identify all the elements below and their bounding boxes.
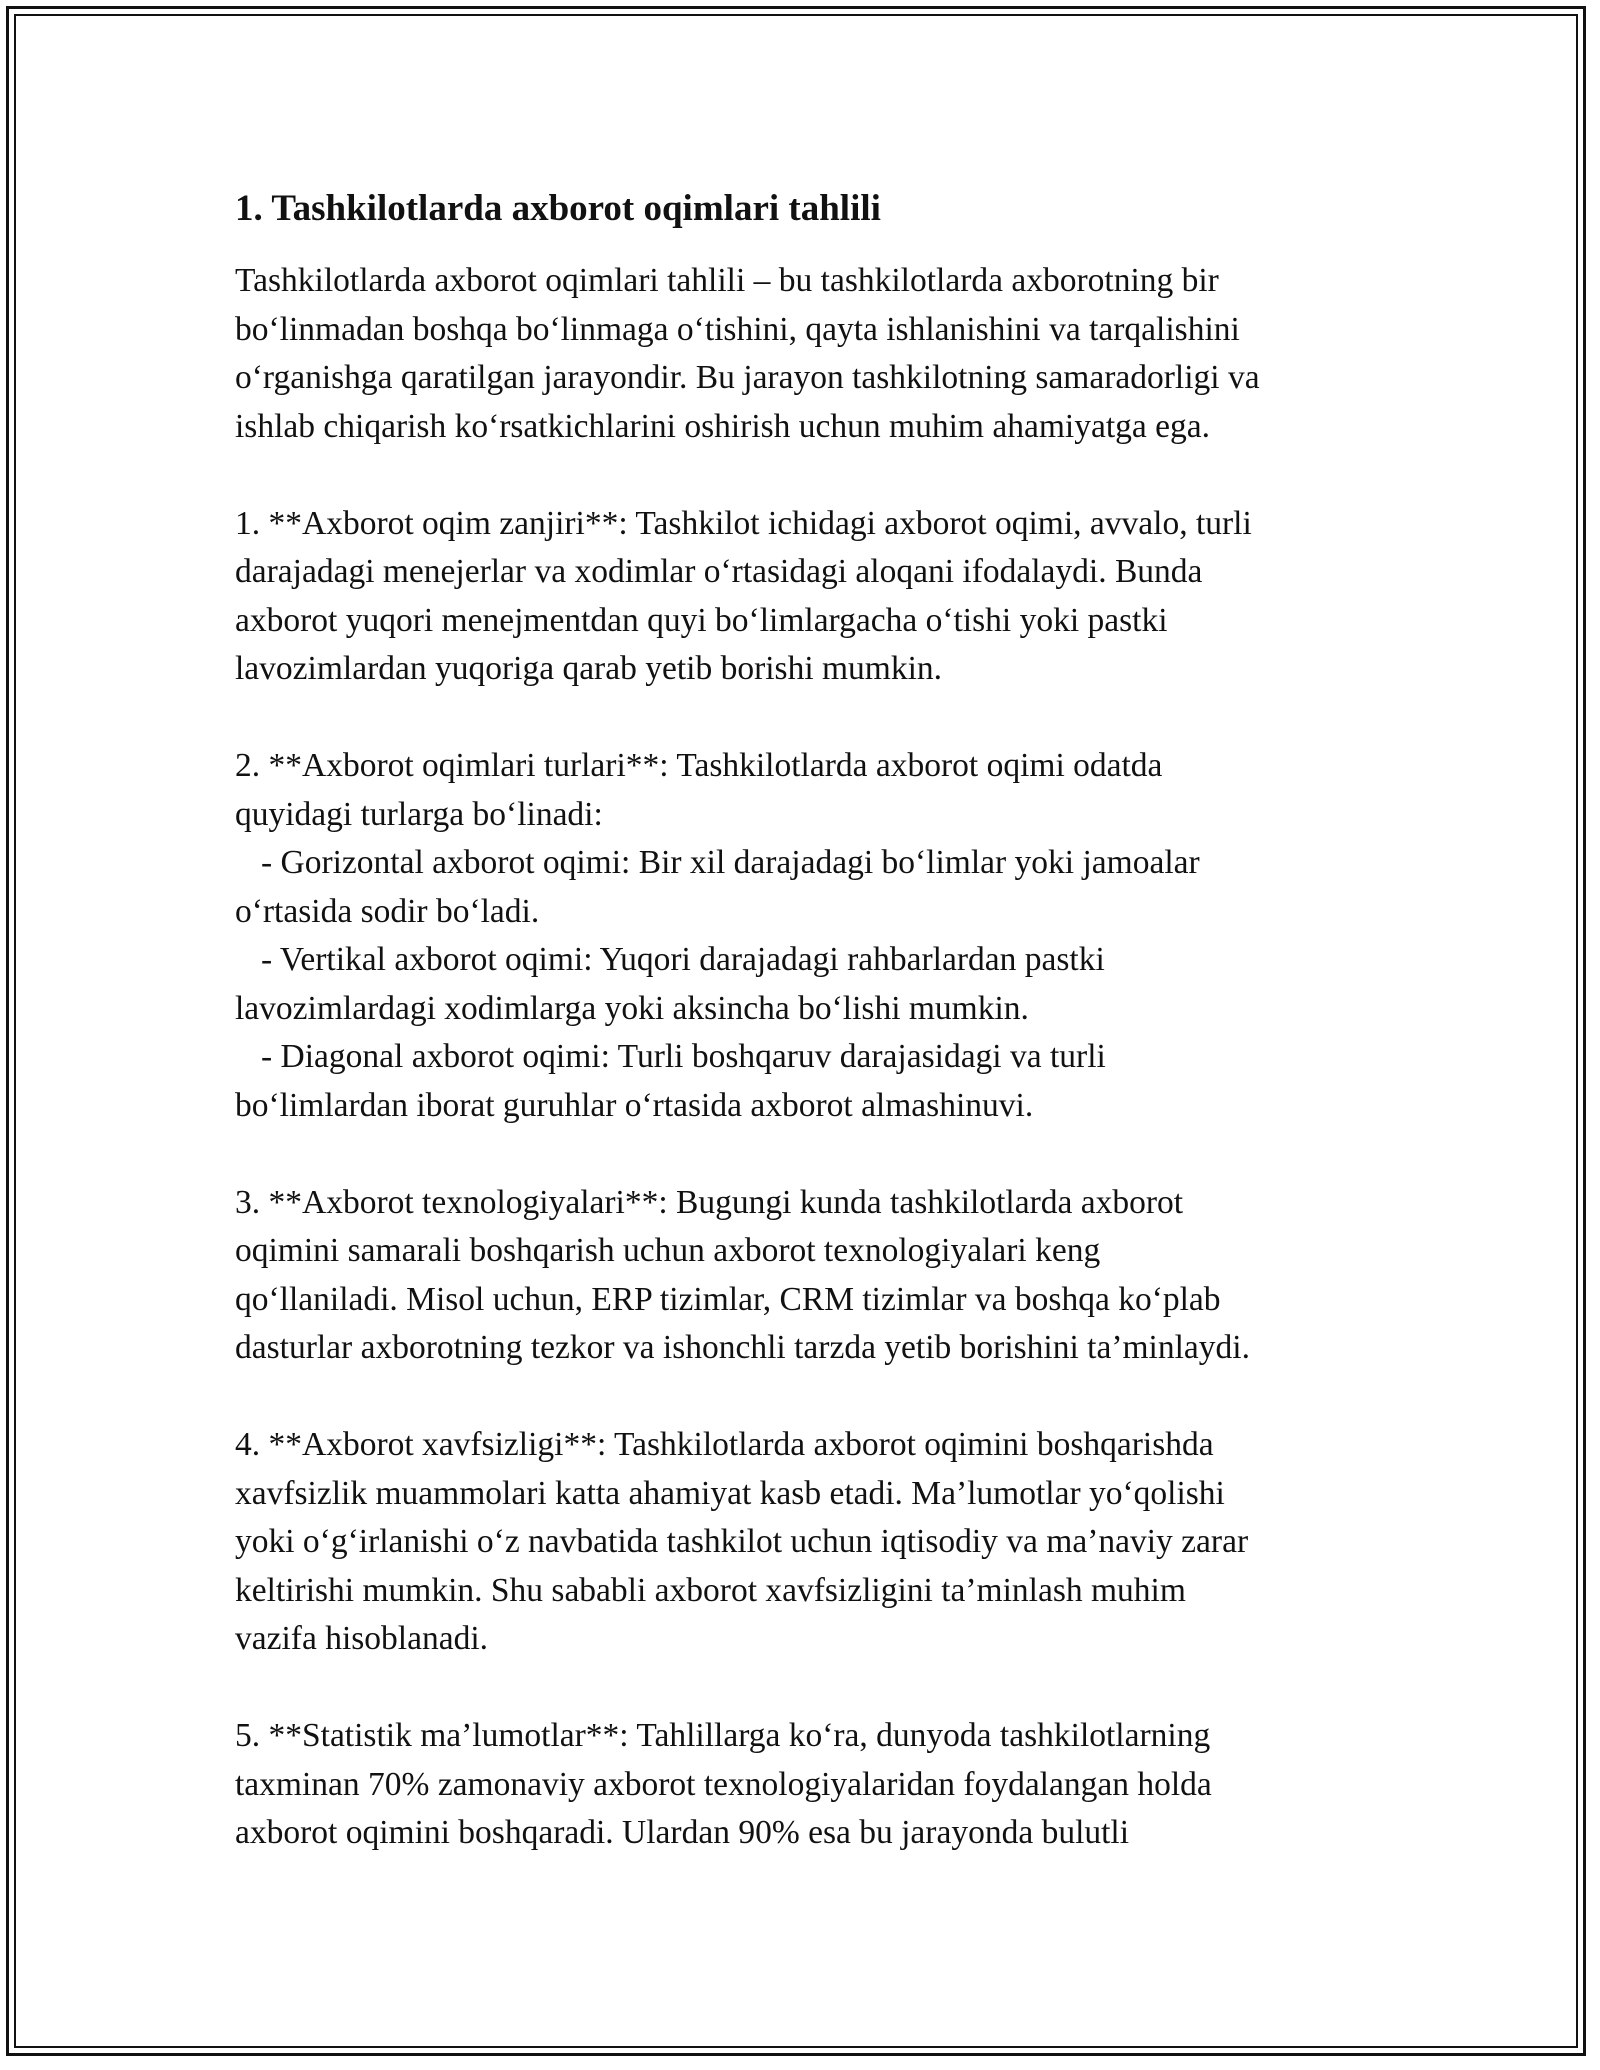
text-line: o‘rtasida sodir bo‘ladi. xyxy=(235,892,540,930)
text-line: 3. **Axborot texnologiyalari**: Bugungi kunda tashkilotlarda axborot xyxy=(235,1183,1184,1221)
text-line: 2. **Axborot oqimlari turlari**: Tashkilotlarda axborot oqimi odatda xyxy=(235,747,1163,784)
text-line: lavozimlardan yuqoriga qarab yetib borishi mumkin. xyxy=(235,650,943,687)
text-line: o‘rganishga qaratilgan jarayondir. Bu jarayon tashkilotning samaradorligi va xyxy=(235,359,1260,396)
text-line: taxminan 70% zamonaviy axborot texnologiyalaridan foydalangan holda xyxy=(235,1765,1212,1803)
text-line: vazifa hisoblanadi. xyxy=(235,1620,489,1657)
text-line: 5. **Statistik ma’lumotlar**: Tahlillarga ko‘ra, dunyoda tashkilotlarning xyxy=(235,1717,1211,1754)
bullet-line: - Diagonal axborot oqimi: Turli boshqaruv darajasidagi va turli xyxy=(261,1038,1106,1075)
section-paragraph-5 xyxy=(235,1712,1385,1858)
intro-paragraph xyxy=(235,257,1385,451)
text-line: ishlab chiqarish ko‘rsatkichlarini oshirish uchun muhim ahamiyatga ega. xyxy=(235,407,1210,445)
text-line: darajadagi menejerlar va xodimlar o‘rtasidagi aloqani ifodalaydi. Bunda xyxy=(235,553,1203,590)
section-paragraph-3 xyxy=(235,1179,1385,1373)
text-line: lavozimlardagi xodimlarga yoki aksincha bo‘lishi mumkin. xyxy=(235,989,1029,1027)
text-line: qo‘llaniladi. Misol uchun, ERP tizimlar, CRM tizimlar va boshqa ko‘plab xyxy=(235,1280,1221,1318)
text-line: Tashkilotlarda axborot oqimlari tahlili – bu tashkilotlarda axborotning bir xyxy=(235,262,1219,299)
document-heading: 1. Tashkilotlarda axborot oqimlari tahlili xyxy=(235,188,881,229)
text-line: axborot oqimini boshqaradi. Ulardan 90% esa bu jarayonda bulutli xyxy=(235,1814,1130,1851)
text-line: quyidagi turlarga bo‘linadi: xyxy=(235,795,603,833)
text-line: yoki o‘g‘irlanishi o‘z navbatida tashkilot uchun iqtisodiy va ma’naviy zarar xyxy=(235,1523,1249,1560)
section-paragraph-4 xyxy=(235,1421,1385,1664)
text-line: bo‘linmadan boshqa bo‘linmaga o‘tishini, qayta ishlanishini va tarqalishini xyxy=(235,310,1240,348)
text-line: keltirishi mumkin. Shu sababli axborot xavfsizligini ta’minlash muhim xyxy=(235,1571,1186,1609)
text-line: 1. **Axborot oqim zanjiri**: Tashkilot ichidagi axborot oqimi, avvalo, turli xyxy=(235,504,1252,542)
bullet-line: - Gorizontal axborot oqimi: Bir xil darajadagi bo‘limlar yoki jamoalar xyxy=(261,844,1200,881)
document-body xyxy=(235,185,1385,1906)
text-line: dasturlar axborotning tezkor va ishonchli tarzda yetib borishini ta’minlaydi. xyxy=(235,1329,1250,1366)
text-line: xavfsizlik muammolari katta ahamiyat kasb etadi. Ma’lumotlar yo‘qolishi xyxy=(235,1474,1225,1512)
text-line: bo‘limlardan iborat guruhlar o‘rtasida axborot almashinuvi. xyxy=(235,1086,1034,1124)
section-paragraph-2 xyxy=(235,742,1385,1130)
text-line: oqimini samarali boshqarish uchun axborot texnologiyalari keng xyxy=(235,1232,1101,1269)
text-line: 4. **Axborot xavfsizligi**: Tashkilotlarda axborot oqimini boshqarishda xyxy=(235,1426,1214,1463)
section-paragraph-1 xyxy=(235,500,1385,694)
text-line: axborot yuqori menejmentdan quyi bo‘limlargacha o‘tishi yoki pastki xyxy=(235,601,1168,639)
bullet-line: - Vertikal axborot oqimi: Yuqori darajadagi rahbarlardan pastki xyxy=(261,941,1105,978)
